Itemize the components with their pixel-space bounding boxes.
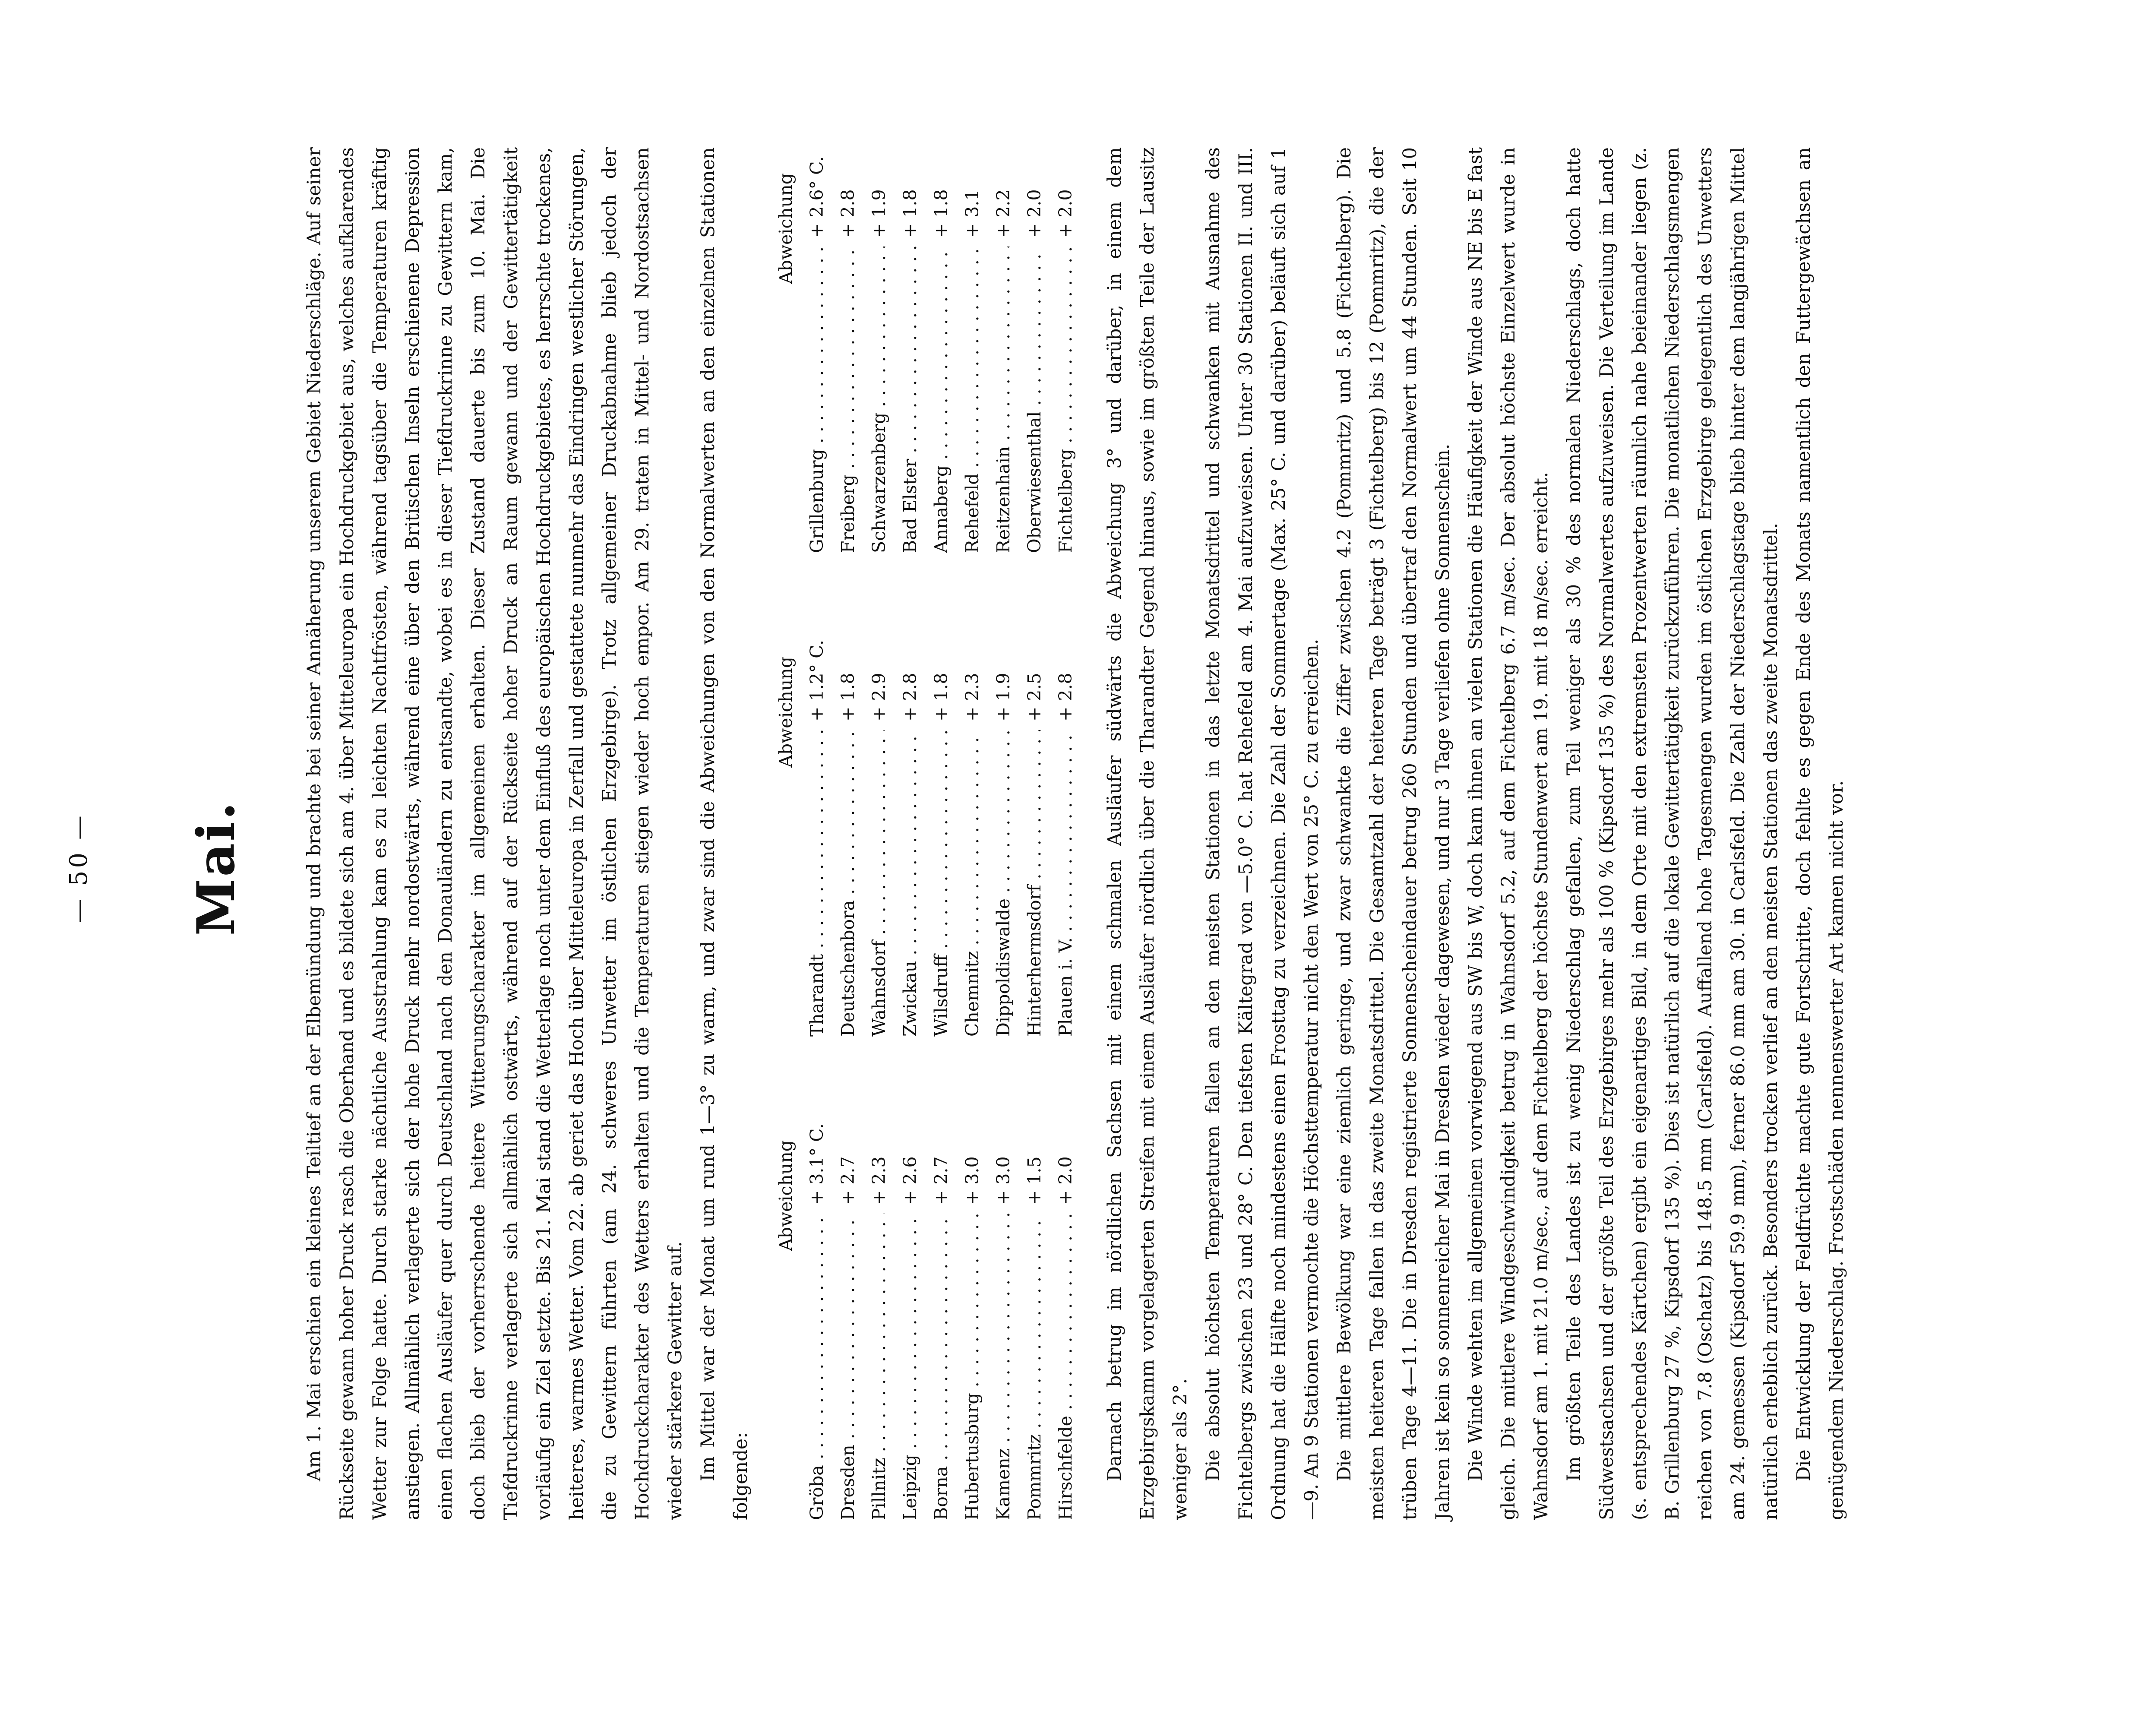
paragraph-crops: Die Entwicklung der Feldfrüchte machte gute Fortschritte, doch fehlte es gegen Ende des Monats namentlich den Futtergewächsen an genügendem Niederschlag. Frostschäden nennenswerter Art kamen nicht vor. <box>1793 147 1847 1520</box>
table-row <box>926 1114 957 1520</box>
paragraph-winds: Die Winde wehten im allgemeinen vorwiegend aus SW bis W, doch kam ihnen an vielen Stationen die Häufigkeit der Winde aus NE bis E fast gleich. Die mittlere Windgeschwindigkeit betrug in Wahnsdorf 5.2, auf dem Fichtelberg 6.7 m/sec. Der absolut höchste Einzelwert wurde in Wahnsdorf am 1. mit 21.0 m/sec., auf dem Fichtelberg der höchste Stundenwert am 19. mit 18 m/sec. erreicht. <box>1465 147 1552 1520</box>
deviation-value: + 2.6° C. <box>806 156 827 238</box>
table-row <box>863 1114 895 1520</box>
station-name: Chemnitz . . . <box>957 730 988 1037</box>
deviation-value: + 2.7 <box>931 1156 952 1205</box>
station-name: Dippoldiswalde . . . <box>988 730 1019 1037</box>
deviation-value: + 1.8 <box>931 189 952 238</box>
table-row <box>832 147 863 553</box>
table-row <box>832 1114 863 1520</box>
deviation-value: + 1.5 <box>1024 1156 1045 1205</box>
page-title: Mai. <box>186 800 247 936</box>
deviation-value: + 3.0 <box>993 1156 1014 1205</box>
station-name: Deutschenbora . . . <box>832 730 863 1037</box>
table-row <box>801 147 832 553</box>
table-row <box>988 631 1019 1037</box>
station-name: Leipzig . . . <box>895 1214 926 1520</box>
station-name: Dresden . . . <box>832 1214 863 1520</box>
deviation-value: + 1.8 <box>931 673 952 721</box>
table-row <box>1019 1114 1050 1520</box>
deviation-value: + 2.6 <box>900 1156 920 1205</box>
table-row <box>895 1114 926 1520</box>
deviation-value: + 2.0 <box>1024 189 1045 238</box>
station-name: Reitzenhain . . . <box>988 247 1019 553</box>
table-row <box>1050 631 1081 1037</box>
paragraph-deviation-intro: Im Mittel war der Monat um rund 1—3° zu warm, und zwar sind die Abweichungen von den Normalwerten an den einzelnen Stationen folgende: <box>697 147 752 1520</box>
page-number: — 50 — <box>65 813 93 923</box>
paragraph-temperatures: Die absolut höchsten Temperaturen fallen an den meisten Stationen in das letzte Monatsdrittel und schwanken mit Ausnahme des Fichtelbergs zwischen 23 und 28° C. Den tiefsten Kältegrad von —5.0° C. hat Rehefeld am 4. Mai aufzuweisen. Unter 30 Stationen II. und III. Ordnung hat die Hälfte noch mindestens einen Frosttag zu verzeichnen. Die Zahl der Sommertage (Max. 25° C. und darüber) beläuft sich auf 1—9. An 9 Stationen vermochte die Höchsttemperatur nicht den Wert von 25° C. zu erreichen. <box>1202 147 1322 1520</box>
paragraph-cloudiness: Die mittlere Bewölkung war eine ziemlich geringe, und zwar schwankte die Ziffer zwischen 4.2 (Pommritz) und 5.8 (Fichtelberg). Die meisten heiteren Tage fallen in das zweite Monatsdrittel. Die Gesamtzahl der heiteren Tage beträgt 3 (Fichtelberg) bis 12 (Pommritz), die der trüben Tage 4—11. Die in Dresden registrierte Sonnenscheindauer betrug 260 Stunden und übertraf den Normalwert um 44 Stunden. Seit 10 Jahren ist kein so sonnenreicher Mai in Dresden wieder dagewesen, und nur 3 Tage verliefen ohne Sonnenschein. <box>1334 147 1454 1520</box>
station-name: Hubertusburg . . . <box>957 1214 988 1520</box>
station-name: Annaberg . . . <box>926 247 957 553</box>
station-name: Oberwiesenthal . . . <box>1019 247 1050 553</box>
deviation-value: + 1.9 <box>869 189 889 238</box>
deviation-value: + 2.8 <box>900 673 920 721</box>
table-header: Abweichung <box>775 173 796 284</box>
deviation-value: + 2.8 <box>838 189 858 238</box>
deviation-value: + 2.2 <box>993 189 1014 238</box>
deviation-value: + 1.8 <box>900 189 920 238</box>
paragraph-precipitation: Im größten Teile des Landes ist zu wenig Niederschlag gefallen, zum Teil weniger als 30 % des normalen Niederschlags, doch hatte Südwestsachsen und der größte Teil des Erzgebirges mehr als 100 % (Kipsdorf 135 %) des Normalwertes aufzuweisen. Die Verteilung im Lande (s. entsprechendes Kärtchen) ergibt ein eigenartiges Bild, in dem Orte mit den extremsten Prozentwerten räumlich nahe beieinander liegen (z. B. Grillenburg 27 %, Kipsdorf 135 %). Dies ist natürlich auf die lokale Gewittertätigkeit zurückzuführen. Die monatlichen Niederschlagsmengen reichen von 7.8 (Oschatz) bis 148.5 mm (Carlsfeld). Auffallend hohe Tagesmengen wurden im östlichen Erzgebirge gelegentlich des Unwetters am 24. gemessen (Kipsdorf 59.9 mm), ferner 86.0 mm am 30. in Carlsfeld. Die Zahl der Niederschlagstage blieb hinter dem langjährigen Mittel natürlich erheblich zurück. Besonders trocken verlief an den meisten Stationen das zweite Monatsdrittel. <box>1563 147 1782 1520</box>
deviation-value: + 2.7 <box>838 1156 858 1205</box>
station-name: Hirschfelde . . . <box>1050 1214 1081 1520</box>
deviation-value: + 2.5 <box>1024 673 1045 721</box>
table-row <box>801 631 832 1037</box>
paragraph-deviation-distribution: Darnach betrug im nördlichen Sachsen mit einem schmalen Ausläufer südwärts die Abweichung 3° und darüber, in einem dem Erzgebirgskamm vorgelagerten Streifen mit einem Ausläufer nördlich über die Tharandter Gegend hinaus, sowie im größten Teile der Lausitz weniger als 2°. <box>1104 147 1191 1520</box>
deviation-value: + 2.0 <box>1055 1156 1076 1205</box>
station-name: Bad Elster . . . <box>895 247 926 553</box>
deviation-value: + 3.0 <box>962 1156 983 1205</box>
table-row <box>1019 147 1050 553</box>
paragraph-weather-overview: Am 1. Mai erschien ein kleines Teiltief an der Elbemündung und brachte bei seiner Annäherung unserem Gebiet Niederschläge. Auf seiner Rückseite gewann hoher Druck rasch die Oberhand und es bildete sich am 4. über Mitteleuropa ein Hochdruckgebiet aus, welches aufklarendes Wetter zur Folge hatte. Durch starke nächtliche Ausstrahlung kam es zu leichten Nachtfrösten, während tagsüber die Temperaturen kräftig anstiegen. Allmählich verlagerte sich der hohe Druck mehr nordostwärts, während eine über den Britischen Inseln erschienene Depression einen flachen Ausläufer quer durch Deutschland nach den Donauländern zu entsandte, wobei es in dieser Tiefdruckrinne zu Gewittern kam, doch blieb der vorherrschende heitere Witterungscharakter im allgemeinen erhalten. Dieser Zustand dauerte bis zum 10. Mai. Die Tiefdruckrinne verlagerte sich allmählich ostwärts, während auf der Rückseite hoher Druck an Raum gewann und der Gewittertätigkeit vorläufig ein Ziel setzte. Bis 21. Mai stand die Wetterlage noch unter dem Einfluß des europäischen Hochdruckgebietes, es herrschte trockenes, heiteres, warmes Wetter. Vom 22. ab geriet das Hoch über Mitteleuropa in Zerfall und gestattete nunmehr das Eindringen westlicher Störungen, die zu Gewittern führten (am 24. schweres Unwetter im östlichen Erzgebirge). Trotz allgemeiner Druckabnahme blieb jedoch der Hochdruckcharakter des Wetters erhalten und die Temperaturen stiegen wieder hoch empor. Am 29. traten in Mittel- und Nordostsachsen wieder stärkere Gewitter auf. <box>304 147 686 1520</box>
deviation-value: + 2.9 <box>869 673 889 721</box>
deviation-table-3 <box>770 147 1081 553</box>
table-row <box>863 631 895 1037</box>
table-row <box>1050 147 1081 553</box>
deviation-value: + 3.1 <box>962 189 983 238</box>
station-name: Zwickau . . . <box>895 730 926 1037</box>
station-name: Tharandt . . . <box>801 730 832 1037</box>
deviation-value: + 2.0 <box>1055 189 1076 238</box>
table-header: Abweichung <box>775 1140 796 1251</box>
table-row <box>926 147 957 553</box>
table-row <box>957 1114 988 1520</box>
station-name: Schwarzenberg . . . <box>863 247 895 553</box>
station-name: Borna . . . <box>926 1214 957 1520</box>
station-name: Freiberg . . . <box>832 247 863 553</box>
station-name: Pillnitz . . . <box>863 1214 895 1520</box>
station-name: Grillenburg . . . <box>801 247 832 553</box>
deviation-value: + 2.3 <box>869 1156 889 1205</box>
table-row <box>895 147 926 553</box>
table-row <box>926 631 957 1037</box>
station-name: Fichtelberg . . . <box>1050 247 1081 553</box>
table-row <box>832 631 863 1037</box>
table-row <box>988 147 1019 553</box>
table-row <box>895 631 926 1037</box>
table-row <box>1050 1114 1081 1520</box>
deviation-tables <box>770 147 1081 1520</box>
table-row <box>988 1114 1019 1520</box>
station-name: Pommritz . . . <box>1019 1214 1050 1520</box>
table-row <box>957 147 988 553</box>
deviation-value: + 1.2° C. <box>806 639 827 721</box>
deviation-value: + 2.8 <box>1055 673 1076 721</box>
deviation-value: + 2.3 <box>962 673 983 721</box>
station-name: Rehefeld . . . <box>957 247 988 553</box>
document-body <box>298 147 1853 1520</box>
table-row <box>1019 631 1050 1037</box>
station-name: Wahnsdorf . . . <box>863 730 895 1037</box>
station-name: Kamenz . . . <box>988 1214 1019 1520</box>
deviation-value: + 3.1° C. <box>806 1123 827 1205</box>
table-row <box>957 631 988 1037</box>
station-name: Hinterhermsdorf . . . <box>1019 730 1050 1037</box>
station-name: Wilsdruff . . . <box>926 730 957 1037</box>
deviation-table-2 <box>770 631 1081 1037</box>
deviation-table-1 <box>770 1114 1081 1520</box>
deviation-value: + 1.8 <box>838 673 858 721</box>
deviation-value: + 1.9 <box>993 673 1014 721</box>
station-name: Plauen i. V. . . . <box>1050 730 1081 1037</box>
table-row <box>801 1114 832 1520</box>
table-row <box>863 147 895 553</box>
table-header: Abweichung <box>775 657 796 768</box>
station-name: Gröba . . . <box>801 1214 832 1520</box>
